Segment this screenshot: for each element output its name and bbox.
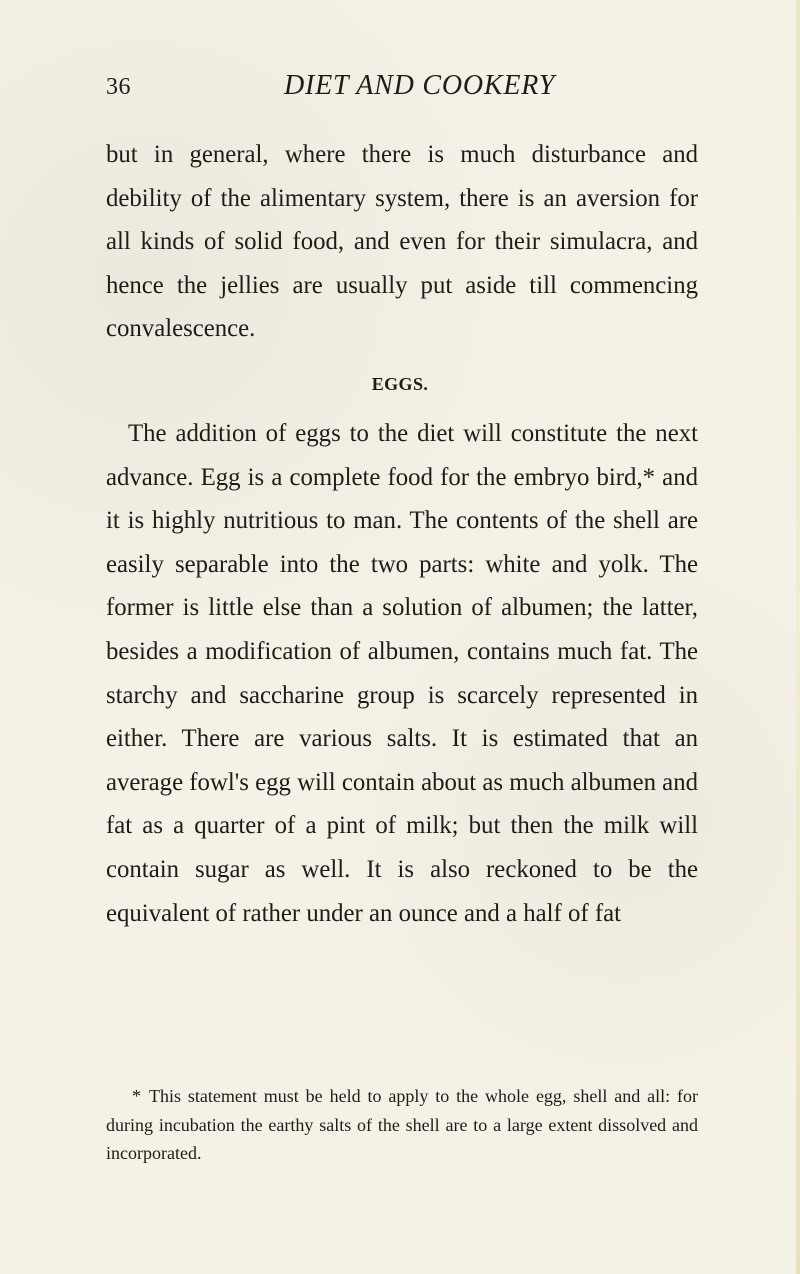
page-right-edge xyxy=(796,0,800,1274)
footnote-paragraph xyxy=(106,1082,698,1168)
page-number: 36 xyxy=(106,74,131,100)
page-header xyxy=(0,70,800,108)
running-title: DIET AND COOKERY xyxy=(284,70,556,101)
footnote-text: This statement must be held to apply to the whole egg, shell and all: for during incubation the earthy salts of the shell are to a large extent dissolved and incorporated. xyxy=(106,1086,698,1164)
section-heading-eggs: EGGS. xyxy=(371,374,429,394)
footnote-marker: * xyxy=(132,1086,141,1106)
eggs-paragraph: The addition of eggs to the diet will constitute the next advance. Egg is a complete food for the embryo bird,* and it is highly nutritious to man. The contents of the shell are easily separable into the two parts: white and yolk. The former is little else than a solution of albumen; the latter, besides a modification of albumen, contains much fat. The starchy and saccharine group is scarcely represented in either. There are various salts. It is estimated that an average fowl's egg will contain about as much albumen and fat as a quarter of a pint of milk; but then the milk will contain sugar as well. It is also reckoned to be the equivalent of rather under an ounce and a half of fat xyxy=(106,420,698,927)
eggs-paragraph-container xyxy=(106,412,698,935)
footnote xyxy=(106,1082,698,1168)
opening-paragraph-container xyxy=(106,133,698,351)
opening-paragraph: but in general, where there is much disturbance and debility of the alimentary system, there is an aversion for all kinds of solid food, and even for their simulacra, and hence the jellies are usually put aside till commencing convalescence. xyxy=(106,141,698,343)
